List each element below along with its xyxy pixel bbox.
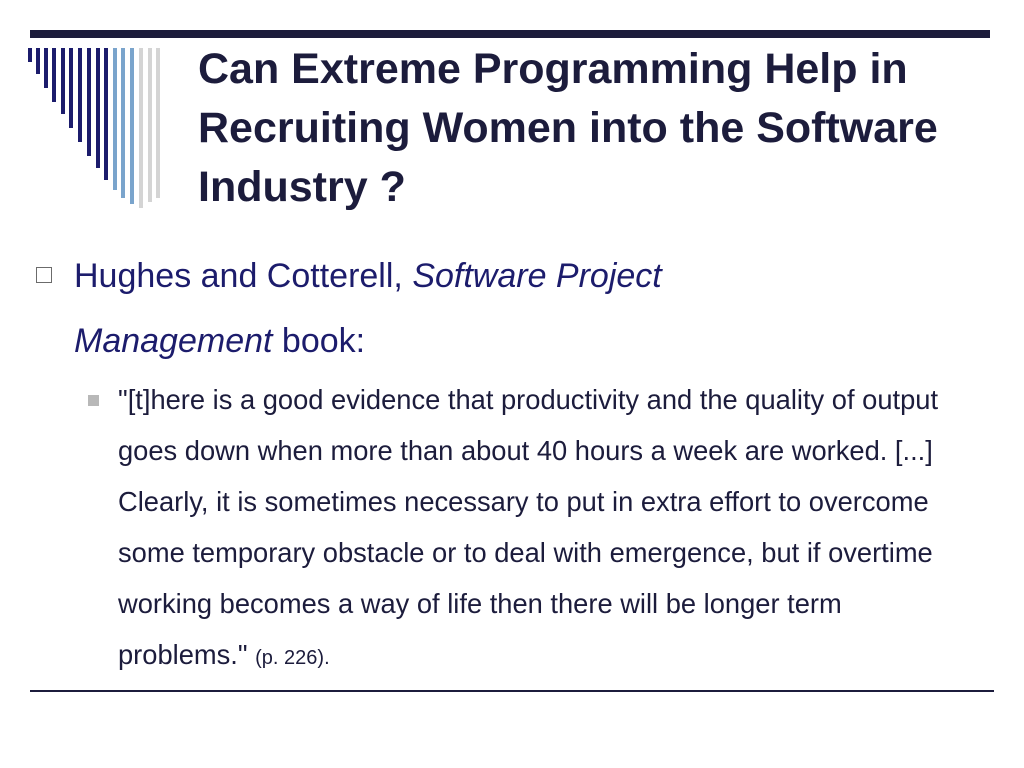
book-title: Software Project Management [74, 257, 662, 360]
filled-square-bullet-icon [88, 395, 99, 406]
slide-title: Can Extreme Programming Help in Recruiting Women into the Software Industry ? [198, 45, 938, 211]
stripe [139, 48, 143, 208]
stripe [148, 48, 152, 202]
stripe [113, 48, 117, 190]
stripe [121, 48, 125, 198]
quote-block [88, 374, 978, 684]
stripe [61, 48, 65, 114]
stripe [104, 48, 108, 180]
stripe [52, 48, 56, 102]
citation: (p. 226). [255, 647, 330, 669]
stripe [156, 48, 160, 198]
top-rule [30, 30, 990, 38]
hollow-square-bullet-icon [36, 267, 52, 283]
stripe [130, 48, 134, 204]
stripe [36, 48, 40, 74]
bullet-level2 [88, 374, 978, 684]
stripe [87, 48, 91, 156]
stripe [78, 48, 82, 142]
quote-text: "[t]here is a good evidence that productivity and the quality of output goes down when more than about 40 hours a week are worked. [...] Clearly, it is sometimes necessary to put in extra effort to overcome some temporary obstacle or to deal with emergence, but if overtime working becomes a way of life then there will be longer term problems." [118, 384, 939, 670]
stripe [96, 48, 100, 168]
bullet-level1 [36, 244, 776, 374]
stripe [44, 48, 48, 88]
author-text: Hughes and Cotterell, [74, 257, 413, 295]
bullet-level1-text [36, 244, 776, 374]
stripe [28, 48, 32, 62]
bottom-rule [30, 690, 994, 692]
stripe [69, 48, 73, 128]
after-title-text: book: [272, 322, 366, 360]
